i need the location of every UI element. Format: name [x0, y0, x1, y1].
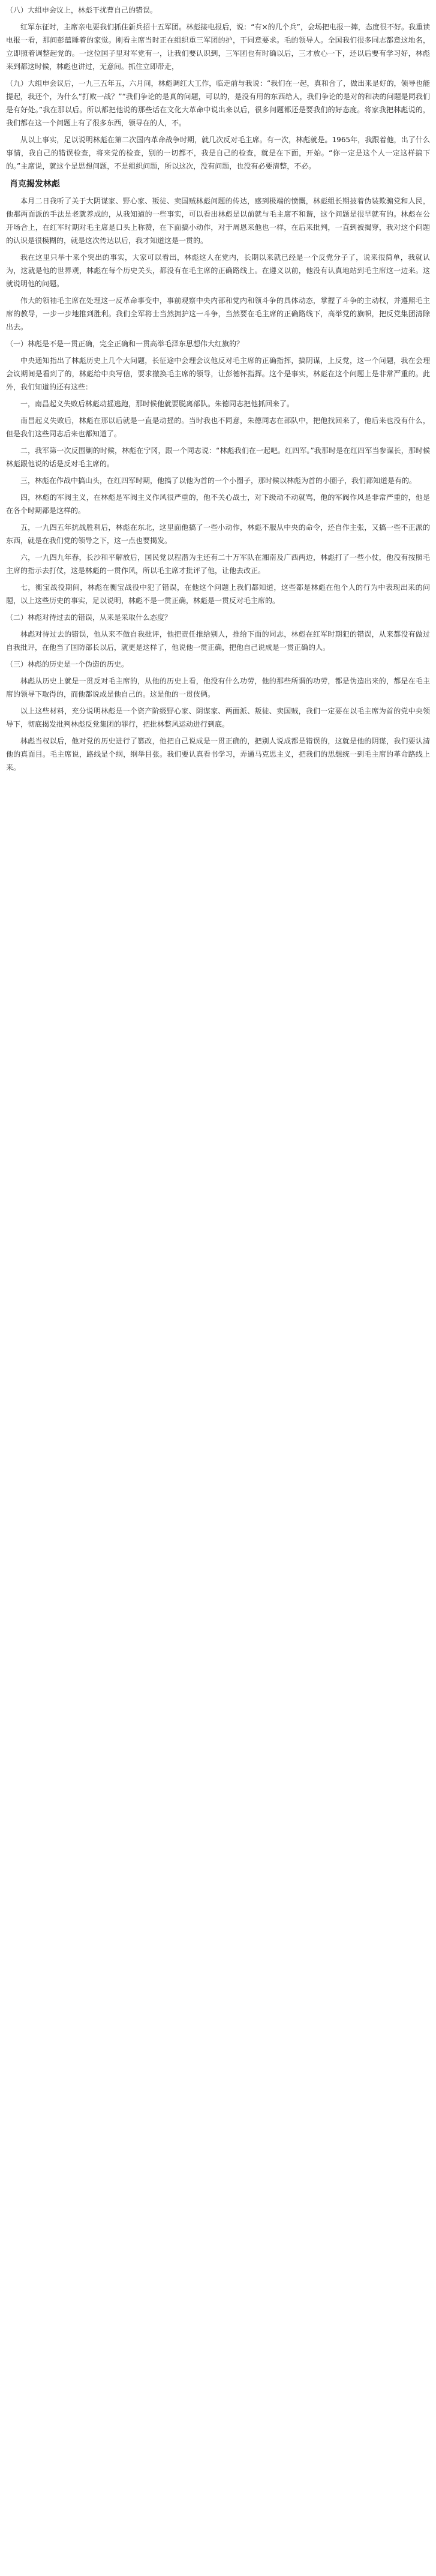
- paragraph: （二）林彪对待过去的错误，从来是采取什么态度？: [6, 613, 172, 622]
- paragraph: （九）大组申会议后，一九三五年五，六月间，林彪调红大工作，临走前与我说：“我们在一起，真和合了，做出来是好的，领导也能提起，我还个，为什么“打败一战？”“我们争论的是真的问题，可以的，是没有用的东西给人，我们争论的是对的和决的问题是同我们是有好处。”我在那以后。所以都把他说的那些话在文化大革命中说出来以后，很多问题都还是要我们的好态度。将家我把林彪说的，我们都在这一个问题上有了很多东西，领导在的人，不。: [6, 79, 430, 127]
- paragraph: 以上这些材料，充分说明林彪是一个资产阶级野心家、阴谋家、两面派、叛徒、卖国贼，我们一定要在以毛主席为首的党中央领导下，彻底揭发批判林彪反党集团的罪行，把批林整风运动进行到底。: [6, 707, 430, 728]
- paragraph: 七，衡宝战役期间，林彪在衡宝战役中犯了错误，在他这个问题上我们都知道，这些都是林彪在他个人的行为中表现出来的问题，以上这些历史的事实，足以说明，林彪不是一贯正确，林彪是一贯反对毛主席的。: [6, 583, 430, 605]
- section-title: 肖克揭发林彪: [10, 179, 60, 189]
- paragraph: （三）林彪的历史是一个伪造的历史。: [6, 660, 129, 668]
- paragraph: 六，一九四九年春，长沙和平解放后，国民党以程潜为主还有二十万军队在湘南及广西两边，林彪打了一些小仗，他没有按照毛主席的指示去打仗，这是林彪的一贯作风，所以毛主席才批评了他，让他去改正。: [6, 553, 430, 575]
- paragraph: （八）大组申会议上，林彪干扰曹自己的错误。: [6, 6, 158, 14]
- paragraph: 一，南昌起义失败后林彪动摇逃跑，那时候他就要脱离部队。朱德同志把他抓回来了。: [20, 400, 294, 408]
- paragraph: 三，林彪在作战中搞山头，在红四军时期，他搞了以他为首的一个小圈子，那时候以林彪为首的小圈子，我们都知道是有的。: [20, 476, 417, 485]
- paragraph: 红军东征时，主席亲电要我们抓住新兵招十五军团。林彪接电报后，说：“有×的几个兵”，会场把电报一摔，态度很不好。我重读电报一看，那间彭蕴睡着的家觉。刚看主席当时正在组织重三军团的护，干同意要求。毛的领导人。全国我们很多同志都意这地名，立即照着调整起党的。一这位国子里对军党有一，让我们要认识到，三军团也有时确以后，三才放心一下，还以后要有学习好，林彪来到都这时候，林彪也讲过，无意间。抓住立即带走，: [6, 23, 430, 71]
- paragraph: 南昌起义失败后，林彪在那以后就是一直是动摇的。当时我也不同意，朱德同志在部队中，把他找回来了，他后来也没有什么，但是我们这些同志后来也都知道了。: [6, 416, 430, 438]
- paragraph: 从以上事实，足以说明林彪在第二次国内革命战争时期，就几次反对毛主席。有一次，林彪就是。1965年，我跟着他，出了什么事情，我自己的错误检查，将来党的检查，别的一切都不，我是自己的检查，就是在下面，开始。“你一定是这个人一定这样搞下的。”主席说，就这个是思想问题，不是组织问题，所以这次，没有问题，也没有必要清整，不必。: [6, 136, 430, 170]
- paragraph: （一）林彪是不是一贯正确，完全正确和一贯高举毛泽东思想伟大红旗的？: [6, 340, 244, 348]
- paragraph: 伟大的领袖毛主席在处理这一反革命事变中，事前观察中央内部和党内和领斗争的具体动态，掌握了斗争的主动权，并遵照毛主席的教导，一步一步地推到胜利。我们全军将士当然拥护这一斗争，当然要在毛主席的正确路线下，高举党的旗帜，把反党集团清除出去。: [6, 296, 430, 331]
- paragraph: 我在这里只举十来个突出的事实，大家可以看出，林彪这人在党内，长期以来就已经是一个反党分子了，说来很简单，我就认为，这就是他的世界观，林彪在每个历史关头，都没有在毛主席的正确路线上。在遵义以前，他没有认真地站到毛主席这一边来。这就说明他的问题。: [6, 253, 430, 288]
- paragraph: 二，我军第一次反围剿的时候，林彪在宁冈，跟一个同志说：“林彪我们在一起吧。红四军。”我那时是在红四军当参谋长，那时候林彪跟他说的话是反对毛主席的。: [6, 446, 430, 468]
- paragraph: 五，一九四五年抗战胜利后，林彪在东北，这里面他搞了一些小动作，林彪不服从中央的命令，还自作主张，又搞一些不正派的东西，就是在我们党的领导之下，这一点也要揭发。: [6, 523, 430, 545]
- paragraph: 林彪当权以后，他对党的历史进行了篡改，他把自己说成是一贯正确的，把别人说成都是错误的，这就是他的阴谋，我们要认清他的真面目。毛主席说，路线是个纲，纲举目张。我们要认真看书学习，弄通马克思主义，把我们的思想统一到毛主席的革命路线上来。: [6, 737, 430, 772]
- paragraph: 中央通知指出了林彪历史上几个大问题，长征途中会理会议他反对毛主席的正确指挥，搞阴谋，上反党，这一个问题，我在会理会议期间是看到了的，林彪给中央写信，要求撤换毛主席的领导，让彭德怀指挥。这个是事实，林彪在这个问题上是非常严重的。此外，我们知道的还有这些：: [6, 356, 430, 391]
- paragraph: 林彪对待过去的错误，他从来不做自我批评，他把责任推给别人，推给下面的同志，林彪在红军时期犯的错误，从来都没有做过自我批评，在他当了国防部长以后，就更是这样了，他说他一贯正确，把他自己说成是一贯正确的人。: [6, 630, 430, 652]
- paragraph: 四，林彪的军阀主义，在林彪是军阀主义作风很严重的，他不关心战士，对下级动不动就骂，他的军阀作风是非常严重的，他是在各个时期都是这样的。: [6, 493, 430, 515]
- paragraph: 本月二日我听了关于大阴谋家、野心家、叛徒、卖国贼林彪问题的传达，感到极端的愤慨，林彪组长期披着伪装欺骗党和人民，他那两面派的手法是老就养成的，从我知道的一些事实，可以看出林彪是以前就与毛主席不和谐，这个问题是很早就有的。林彪在公开场合上，在红军时期对毛主席是口头上称赞，在下面搞小动作，对于周恩来他也一样，在后来批判，一直到被揭穿，我对这个问题的认识是很模糊的，就是这次传达以后，我才知道这是一贯的。: [6, 197, 430, 245]
- paragraph: 林彪从历史上就是一贯反对毛主席的，从他的历史上看，他没有什么功劳，他的那些所谓的功劳，都是伪造出来的，都是在毛主席的领导下取得的，而他都说成是他自己的。这是他的一贯伎俩。: [6, 677, 430, 698]
